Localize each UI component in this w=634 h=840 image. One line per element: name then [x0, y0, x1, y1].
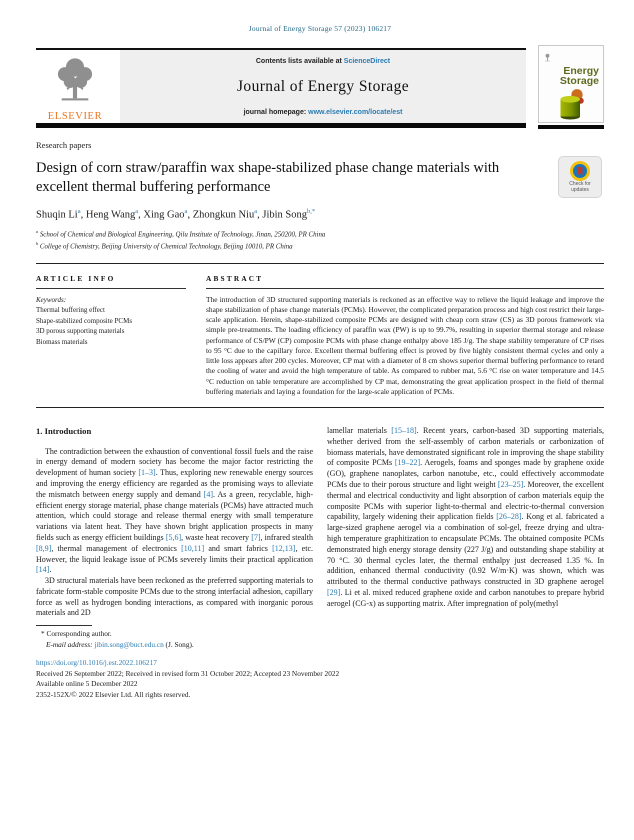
body-right-column	[327, 426, 604, 619]
text-segment: Zhongkun Niu	[192, 209, 255, 221]
article-title: Design of corn straw/paraffin wax shape-stabilized phase change materials with excellent thermal buffering performance	[36, 160, 500, 196]
inline-link[interactable]: a	[184, 208, 188, 216]
inline-link[interactable]: ScienceDirect	[343, 58, 391, 65]
inline-link[interactable]: [1–3]	[138, 468, 156, 478]
text-segment: (J. Song).	[163, 639, 194, 649]
text-segment: ,	[187, 209, 193, 221]
journal-banner	[120, 50, 526, 123]
badge-text-line2: updates	[571, 187, 589, 193]
check-updates-icon	[573, 164, 587, 178]
affiliation-a	[36, 229, 604, 241]
text-segment: b	[36, 240, 39, 246]
body-paragraph	[36, 576, 313, 619]
journal-title: Journal of Energy Storage	[237, 78, 409, 95]
corresponding-author-note: * Corresponding author.	[41, 629, 112, 639]
inline-link[interactable]: [12,13]	[272, 543, 296, 553]
badge-text-line1: Check for	[569, 181, 591, 187]
text-segment: 3D structural materials have been reckoned as the preferred supporting materials to fabricate form-stable composite PCMs due to the strong interfacial adhesion, capillary force as well as hydrogen bonding interactions, as compared with inorganic porous materials and 2D	[36, 576, 313, 618]
journal-homepage-line	[126, 109, 520, 116]
text-segment: Xing Gao	[143, 209, 185, 221]
text-segment: . Kong et al. fabricated a large-sized graphene aerogel via a combination of sol-gel, freeze drying and ultra-high temperature graphitization to encapsulate PCMs. The obtained composite PCMs demonstrated high energy storage density (227 J/g) and outstanding shape stability at 70 °C. 30 thermal cycles later, the thermal enthalpy just decreased 1.35 %. In addition, enhanced thermal conductivity (0.92 W/m·K) was shown, which was attributed to the thermal conductive pathways constructed in 3D graphene aerogel	[327, 512, 604, 587]
inline-link[interactable]: jibin.song@buct.edu.cn	[94, 639, 164, 649]
body-columns	[36, 426, 604, 619]
received-dates-line: Received 26 September 2022; Received in revised form 31 October 2022; Accepted 23 November 2022	[36, 668, 340, 678]
inline-link[interactable]: [23–25]	[497, 479, 524, 489]
text-segment: Shuqin Li	[36, 209, 78, 221]
article-info-column	[36, 274, 186, 397]
inline-link[interactable]: [29]	[327, 587, 341, 597]
available-online-line: Available online 5 December 2022	[36, 679, 138, 689]
keyword-item: Thermal buffering effect	[36, 306, 105, 315]
affiliation-b	[36, 241, 604, 253]
email-address-line	[36, 640, 604, 651]
footnote-rule	[36, 625, 92, 626]
elsevier-tree-icon	[50, 55, 100, 110]
text-segment: The contradiction between the exhaustion of conventional fossil fuels and the raise in energy demand of modern society has become the major factor restricting the development of human society	[36, 446, 313, 478]
body-paragraph	[327, 426, 604, 610]
abstract-text: The introduction of 3D structured supporting materials is reckoned as an effective way to relieve the liquid leakage and improve the shape stabilization of phase change materials (PCMs). However, the complicated preparation process and high cost restrict their large-scale application. Herein, shape-stabilized composite PCMs are designed with cheap corn straw (CS) as 3D porous framework via simple pre-treatments. The loading efficiency of paraffin wax (PW) is up to 99.7%, resulting in superior thermal storage and release performance of CS/PW (CP) composite PCMs with phase change enthalpy above 185 J/g. The shape stability temperature of CP rises to 95 °C due to the capillary force. Excellent thermal buffering effect is proved by five highly consistent thermal cycles and only a little loss appears after 200 cycles. Moreover, CP mat with a diameter of 8 cm shows superior thermal buffering performance to retard the cooling of water and avoid the high temperature of table. As compared to rubber mat, 5.6 °C rise on water temperature and 14.5 °C reduction on table temperature are accomplished by CP mat, demonstrating the great application prospect in the field of thermal buffering materials and laying a foundation for the large-scale application of PCMs.	[206, 294, 604, 396]
section-heading-introduction: 1. Introduction	[36, 425, 92, 436]
inline-link[interactable]: [14]	[36, 565, 50, 575]
text-segment: ,	[138, 209, 144, 221]
contents-lists-line	[126, 58, 520, 65]
copyright-line: 2352-152X/© 2022 Elsevier Ltd. All rights reserved.	[36, 689, 191, 699]
inline-link[interactable]: a	[135, 208, 139, 216]
header-divider-bar	[36, 123, 526, 128]
body-paragraph	[36, 447, 313, 577]
running-head-citation: Journal of Energy Storage 57 (2023) 106217	[248, 24, 392, 33]
article-info-label: ARTICLE INFO	[36, 273, 116, 283]
footer-block	[36, 658, 604, 699]
text-segment: Heng Wang	[85, 209, 136, 221]
abstract-column	[206, 274, 604, 397]
inline-link[interactable]: [19–22]	[394, 458, 421, 468]
check-for-updates-badge[interactable]	[558, 156, 602, 198]
abstract-bottom-divider	[36, 407, 604, 408]
cover-battery-icon	[543, 88, 599, 126]
keyword-item: Biomass materials	[36, 337, 88, 346]
text-segment: . Moreover, the excellent thermal and electrical conductivity and light absorption of carbon materials equip the composite PCMs with superior light-to-thermal and electric-to-thermal conversion capability, largely widening their application fields	[327, 479, 605, 522]
text-segment: Contents lists available at	[255, 58, 344, 65]
inline-link[interactable]: [26–28]	[496, 512, 522, 522]
inline-link[interactable]: a	[254, 208, 258, 216]
cover-title-line1: Energy	[563, 65, 599, 77]
inline-link[interactable]: [4]	[203, 489, 213, 499]
cover-elsevier-mark-icon	[543, 49, 552, 66]
text-segment: journal homepage:	[243, 109, 309, 116]
footnote-block	[36, 625, 604, 650]
inline-link[interactable]: www.elsevier.com/locate/est	[308, 109, 403, 116]
elsevier-wordmark: ELSEVIER	[47, 111, 103, 122]
author-list	[36, 208, 604, 221]
keyword-item: 3D porous supporting materials	[36, 327, 125, 336]
inline-link[interactable]: b,*	[307, 208, 316, 216]
text-segment: E-mail address:	[46, 639, 95, 649]
keywords-block	[36, 295, 186, 348]
inline-link[interactable]: [10,11]	[181, 543, 205, 553]
text-segment: , thermal management of electronics	[51, 543, 182, 553]
text-segment: ,	[80, 209, 86, 221]
article-category: Research papers	[36, 140, 92, 150]
inline-link[interactable]: a	[77, 208, 81, 216]
affiliations	[36, 229, 604, 253]
text-segment: . Aerogels, foams and sponges made by graphene oxide (GO), graphene nanoplates, carbon nanotube, etc., could effectively accommodate PCMs due to their porous structure and light weight	[327, 458, 604, 489]
article-head	[36, 140, 604, 264]
keyword-item: Shape-stabilized composite PCMs	[36, 316, 133, 325]
text-segment: , etc. However, the liquid leakage issue of PCMs severely limits their practical application	[36, 543, 313, 564]
info-abstract-section	[36, 274, 604, 397]
text-segment: .	[49, 565, 52, 575]
inline-link[interactable]: [5,6]	[165, 532, 182, 542]
text-segment: . Li et al. mixed reduced graphene oxide and carbon nanotubes to prepare hybrid aerogel (CG-x) as supporting matrix. After impregnation of poly(methyl	[327, 587, 604, 608]
abstract-rule	[206, 288, 604, 289]
inline-link[interactable]: [8,9]	[36, 543, 52, 553]
text-segment: . Thus, exploring new renewable energy sources and improving the energy efficiency are regarded as the promising ways to alleviate the mismatch between energy supply and demand	[36, 468, 313, 499]
inline-link[interactable]: [7]	[251, 532, 261, 542]
text-segment: a	[36, 228, 39, 234]
text-segment: College of Chemistry, Beijing University of Chemical Technology, Beijing 10010, PR China	[38, 243, 293, 251]
text-segment: , waste heat recovery	[181, 532, 252, 542]
title-divider	[36, 263, 604, 264]
body-left-column	[36, 426, 313, 619]
text-segment: . Recent years, carbon-based 3D supporting materials, whether derived from the self-assembly of carbon materials or carbonization of biomass materials, have demonstrated significant role in improving the shape stability of composite PCMs	[327, 425, 604, 468]
text-segment: and smart fabrics	[204, 543, 273, 553]
doi-link[interactable]: https://doi.org/10.1016/j.est.2022.106217	[36, 658, 157, 668]
inline-link[interactable]: [15–18]	[391, 425, 417, 435]
journal-cover-thumbnail[interactable]	[538, 45, 604, 129]
text-segment: , infrared stealth	[260, 532, 313, 542]
text-segment: School of Chemical and Biological Engineering, Qilu Institute of Technology, Jinan, 250200, PR China	[38, 231, 326, 239]
journal-header-banner-area	[36, 48, 526, 128]
elsevier-logo	[36, 50, 120, 123]
text-segment: . As a green, recyclable, high-efficient energy storage material, phase change materials (PCMs) have attracted much attention, which could storage and release thermal energy with small temperature variations via latent heat. They have shown bright application prospects in many fields such as energy efficient buildings	[36, 489, 313, 542]
text-segment: ,	[257, 209, 263, 221]
keywords-label: Keywords:	[36, 295, 67, 304]
text-segment: lamellar materials	[327, 425, 392, 435]
article-info-rule	[36, 288, 186, 289]
cover-title-line2: Storage	[559, 74, 599, 87]
journal-header	[36, 48, 604, 128]
abstract-label: ABSTRACT	[206, 273, 264, 283]
text-segment: Jibin Song	[262, 209, 308, 221]
